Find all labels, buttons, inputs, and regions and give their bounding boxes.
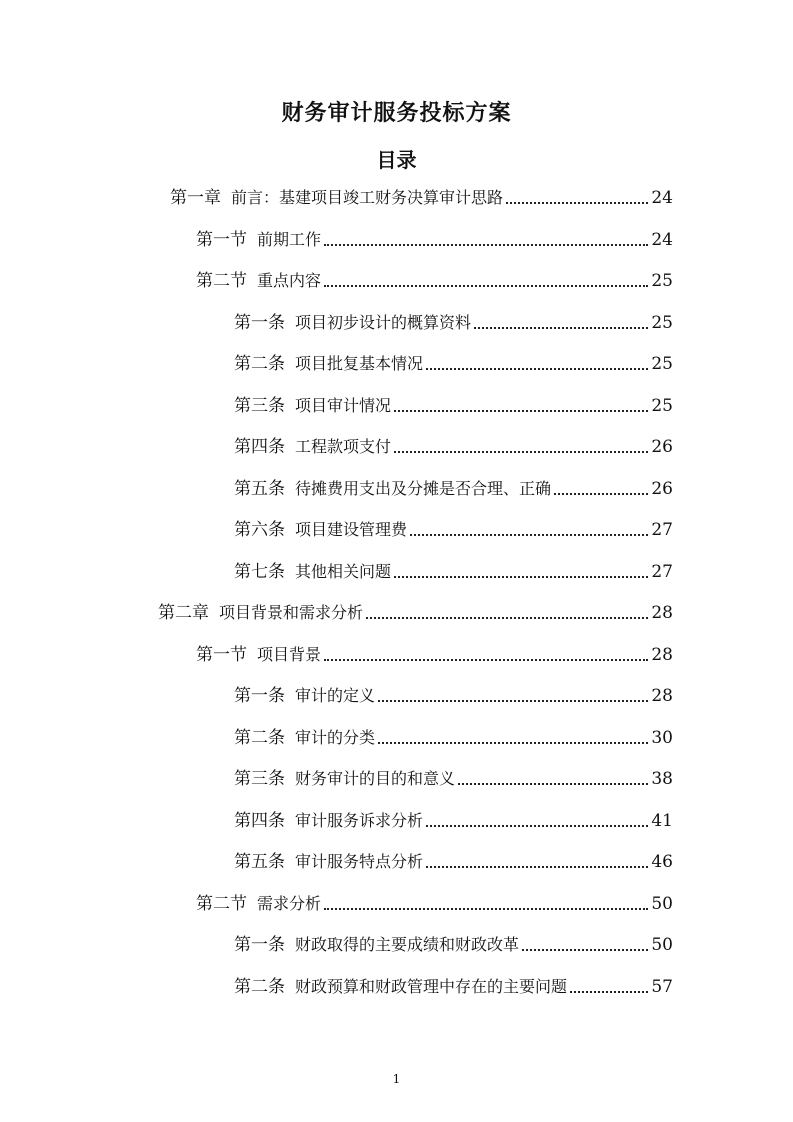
toc-entry-article[interactable] <box>234 767 673 791</box>
toc-leader-dots <box>324 908 648 910</box>
toc-entry-article[interactable] <box>234 311 673 335</box>
toc-entry-page: 28 <box>651 645 673 665</box>
toc-entry-heading: 财务审计的目的和意义 <box>295 769 456 788</box>
toc-entry-page: 27 <box>651 520 673 540</box>
toc-leader-dots <box>554 493 648 495</box>
toc-heading: 目录 <box>376 148 417 172</box>
toc-entry-number: 第五条 <box>234 479 285 499</box>
toc-entry-page: 26 <box>651 479 673 499</box>
toc-entry-heading: 项目背景 <box>257 645 322 664</box>
toc-leader-dots <box>378 742 648 744</box>
toc-entry-page: 25 <box>651 271 673 291</box>
toc-leader-dots <box>426 825 648 827</box>
toc-leader-dots <box>324 285 648 287</box>
toc-entry-heading: 其他相关问题 <box>295 562 392 581</box>
toc-entry-page: 26 <box>651 437 673 457</box>
toc-entry-section[interactable] <box>196 269 673 293</box>
toc-leader-dots <box>366 617 648 619</box>
toc-entry-heading: 项目建设管理费 <box>295 520 408 539</box>
toc-entry-heading: 前期工作 <box>257 230 322 249</box>
toc-entry-heading: 财政取得的主要成绩和财政改革 <box>295 935 520 954</box>
toc-entry-page: 24 <box>651 230 673 250</box>
toc-entry-article[interactable] <box>234 726 673 750</box>
toc-entry-number: 第一节 <box>196 230 247 250</box>
toc-entry-page: 30 <box>651 728 673 748</box>
toc-leader-dots <box>394 451 648 453</box>
toc-entry-heading: 审计服务特点分析 <box>295 852 424 871</box>
toc-entry-article[interactable] <box>234 850 673 874</box>
toc-entry-number: 第六条 <box>234 520 285 540</box>
toc-entry-chapter[interactable] <box>170 186 673 210</box>
toc-entry-number: 第二条 <box>234 728 285 748</box>
document-title: 财务审计服务投标方案 <box>281 101 512 126</box>
toc-entry-number: 第一章 <box>170 188 221 208</box>
toc-entry-heading: 工程款项支付 <box>295 437 392 456</box>
toc-entry-number: 第一条 <box>234 686 285 706</box>
toc-entry-number: 第三条 <box>234 396 285 416</box>
toc-entry-page: 50 <box>651 935 673 955</box>
toc-leader-dots <box>426 368 648 370</box>
toc-entry-number: 第二节 <box>196 894 247 914</box>
toc-entry-number: 第一条 <box>234 935 285 955</box>
toc-entry-article[interactable] <box>234 975 673 999</box>
toc-entry-article[interactable] <box>234 809 673 833</box>
toc-leader-dots <box>474 327 648 329</box>
toc-leader-dots <box>394 576 648 578</box>
toc-entry-article[interactable] <box>234 933 673 957</box>
toc-entry-page: 46 <box>651 852 673 872</box>
toc-entry-number: 第一条 <box>234 313 285 333</box>
toc-entry-heading: 项目初步设计的概算资料 <box>295 313 472 332</box>
toc-entry-page: 28 <box>651 686 673 706</box>
toc-entry-heading: 需求分析 <box>257 894 322 913</box>
toc-entry-number: 第五条 <box>234 852 285 872</box>
toc-entry-heading: 前言：基建项目竣工财务决算审计思路 <box>231 188 504 207</box>
toc-entry-chapter[interactable] <box>158 601 673 625</box>
toc-entry-heading: 重点内容 <box>257 271 322 290</box>
toc-entry-section[interactable] <box>196 228 673 252</box>
toc-entry-page: 28 <box>651 603 673 623</box>
toc-entry-heading: 项目背景和需求分析 <box>219 603 364 622</box>
toc-entry-number: 第一节 <box>196 645 247 665</box>
toc-entry-article[interactable] <box>234 477 673 501</box>
toc-entry-heading: 审计的分类 <box>295 728 376 747</box>
toc-entry-page: 25 <box>651 396 673 416</box>
toc-entry-heading: 财政预算和财政管理中存在的主要问题 <box>295 977 568 996</box>
toc-leader-dots <box>506 202 648 204</box>
toc-entry-section[interactable] <box>196 643 673 667</box>
toc-entry-heading: 审计服务诉求分析 <box>295 811 424 830</box>
toc-entry-page: 25 <box>651 313 673 333</box>
toc-entry-number: 第三条 <box>234 769 285 789</box>
toc-entry-page: 27 <box>651 562 673 582</box>
toc-entry-number: 第二条 <box>234 354 285 374</box>
toc-leader-dots <box>324 244 648 246</box>
toc-entry-article[interactable] <box>234 518 673 542</box>
toc-entry-number: 第四条 <box>234 437 285 457</box>
toc-entry-number: 第二章 <box>158 603 209 623</box>
toc-entry-article[interactable] <box>234 394 673 418</box>
page-number: 1 <box>392 1072 401 1086</box>
toc-leader-dots <box>394 410 648 412</box>
toc-leader-dots <box>410 534 648 536</box>
toc-entry-number: 第二节 <box>196 271 247 291</box>
toc-entry-article[interactable] <box>234 684 673 708</box>
toc-entry-article[interactable] <box>234 435 673 459</box>
toc-entry-page: 41 <box>651 811 673 831</box>
toc-leader-dots <box>570 991 648 993</box>
toc-leader-dots <box>324 659 648 661</box>
toc-entry-page: 25 <box>651 354 673 374</box>
toc-entry-heading: 项目审计情况 <box>295 396 392 415</box>
toc-leader-dots <box>378 700 648 702</box>
toc-entry-article[interactable] <box>234 560 673 584</box>
toc-entry-number: 第四条 <box>234 811 285 831</box>
toc-entry-number: 第二条 <box>234 977 285 997</box>
toc-entry-heading: 审计的定义 <box>295 686 376 705</box>
toc-entry-article[interactable] <box>234 352 673 376</box>
toc-entry-heading: 待摊费用支出及分摊是否合理、正确 <box>295 479 552 498</box>
toc-entry-page: 57 <box>651 977 673 997</box>
toc-leader-dots <box>522 949 648 951</box>
toc-entry-page: 50 <box>651 894 673 914</box>
toc-leader-dots <box>458 783 648 785</box>
toc-entry-number: 第七条 <box>234 562 285 582</box>
toc-entry-heading: 项目批复基本情况 <box>295 354 424 373</box>
toc-leader-dots <box>426 866 648 868</box>
toc-entry-page: 38 <box>651 769 673 789</box>
toc-entry-section[interactable] <box>196 892 673 916</box>
toc-entry-page: 24 <box>651 188 673 208</box>
